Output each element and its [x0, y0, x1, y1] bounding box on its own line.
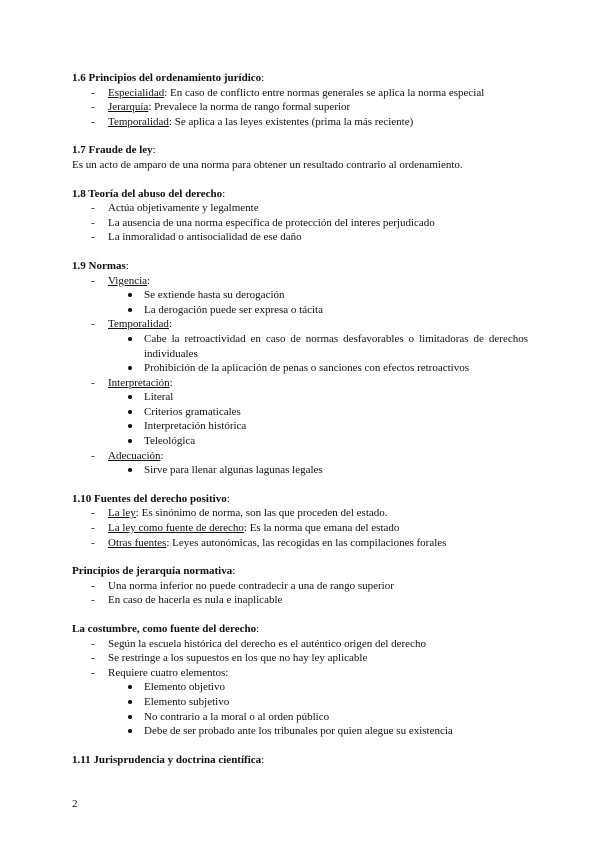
document-page — [72, 71, 528, 781]
section-heading: 1.7 Fraude de ley: — [72, 144, 156, 157]
dash-list — [72, 637, 528, 739]
term: Jerarquía — [108, 101, 149, 114]
bullet-item: Sirve para llenar algunas lagunas legales — [108, 463, 528, 478]
bullet-item: Cabe la retroactividad en caso de normas desfavorables o limitadoras de derechos individuales — [108, 332, 528, 361]
section-fuentes — [72, 492, 528, 550]
section-fraude — [72, 143, 528, 172]
bullet-item: Criterios gramaticales — [108, 405, 528, 420]
list-item: - Actúa objetivamente y legalmente — [91, 202, 259, 215]
list-item: - Temporalidad: Se aplica a las leyes existentes (prima la más reciente) — [91, 115, 414, 128]
bullet-item: Debe de ser probado ante los tribunales por quien alegue su existencia — [108, 724, 528, 739]
bullet-item: Elemento objetivo — [108, 680, 528, 695]
dash-list — [72, 86, 528, 130]
section-heading: 1.11 Jurisprudencia y doctrina científica: — [72, 753, 265, 766]
list-item: - Temporalidad: Cabe la retroactividad en caso de normas desfavorables o limitadoras de derechos individuales Prohibición de la aplicación de penas o sanciones con efectos retroactivos — [91, 318, 528, 375]
list-item: - Una norma inferior no puede contradecir a una de rango superior — [91, 579, 394, 592]
bullet-list — [108, 332, 528, 376]
term: Temporalidad — [108, 115, 169, 128]
section-abuso — [72, 187, 528, 245]
bullet-item: Literal — [108, 390, 528, 405]
dash-list — [72, 579, 528, 608]
bullet-item: Se extiende hasta su derogación — [108, 288, 528, 303]
bullet-list — [108, 288, 528, 317]
bullet-item: No contrario a la moral o al orden público — [108, 710, 528, 725]
dash-list — [72, 506, 528, 550]
section-heading: 1.8 Teoría del abuso del derecho: — [72, 187, 226, 200]
bullet-item: Prohibición de la aplicación de penas o sanciones con efectos retroactivos — [108, 361, 528, 376]
dash-list — [72, 274, 528, 478]
section-jurisprudencia — [72, 753, 528, 768]
section-heading: 1.10 Fuentes del derecho positivo: — [72, 492, 230, 505]
page-number: 2 — [72, 798, 78, 810]
section-heading: La costumbre, como fuente del derecho: — [72, 623, 260, 635]
section-normas — [72, 259, 528, 478]
list-item: - La ley como fuente de derecho: Es la norma que emana del estado — [91, 522, 400, 535]
list-item: - La ley: Es sinónimo de norma, son las que proceden del estado. — [91, 507, 388, 520]
list-item: - Requiere cuatro elementos: Elemento objetivo Elemento subjetivo No contrario a la moral o al orden público Debe de ser probado ante los tribunales por quien alegue su existencia — [72, 666, 528, 739]
bullet-list — [108, 463, 528, 478]
bullet-item: Elemento subjetivo — [108, 695, 528, 710]
section-heading: 1.9 Normas: — [72, 259, 129, 272]
bullet-item: Teleológica — [108, 434, 528, 449]
bullet-item: Interpretación histórica — [108, 419, 528, 434]
list-item: - Otras fuentes: Leyes autonómicas, las recogidas en las compilaciones forales — [91, 536, 447, 549]
list-item: - La inmoralidad o antisocialidad de ese daño — [91, 231, 302, 244]
section-jerarquia — [72, 564, 528, 608]
paragraph: Es un acto de amparo de una norma para obtener un resultado contrario al ordenamiento. — [72, 158, 463, 171]
section-heading: 1.6 Principios del ordenamiento jurídico: — [72, 72, 265, 84]
list-item: - Adecuación: Sirve para llenar algunas lagunas legales — [72, 449, 528, 478]
section-heading: Principios de jerarquía normativa: — [72, 565, 236, 578]
list-item: - Especialidad: En caso de conflicto entre normas generales se aplica la norma especial — [91, 86, 485, 99]
item-text: : En caso de conflicto entre normas generales se aplica la norma especial — [164, 86, 485, 99]
bullet-list — [108, 680, 528, 738]
section-principios — [72, 71, 528, 129]
item-text: : Prevalece la norma de rango formal superior — [148, 101, 351, 114]
list-item: - La ausencia de una norma específica de protección del interes perjudicado — [91, 216, 435, 229]
term: Especialidad — [108, 86, 165, 99]
item-text: : Se aplica a las leyes existentes (prima la más reciente) — [168, 115, 414, 128]
bullet-item: La derogación puede ser expresa o tácita — [108, 303, 528, 318]
list-item: - Según la escuela histórica del derecho es el auténtico origen del derecho — [91, 637, 426, 650]
list-item: - Se restringe a los supuestos en los que no hay ley aplicable — [91, 652, 368, 665]
list-item: - Vigencia: Se extiende hasta su derogación La derogación puede ser expresa o tácita — [72, 274, 528, 318]
dash-list — [72, 201, 528, 245]
list-item: - Jerarquía: Prevalece la norma de rango formal superior — [91, 101, 351, 114]
section-costumbre — [72, 622, 528, 739]
list-item: - Interpretación: Literal Criterios gramaticales Interpretación histórica Teleológica — [72, 376, 528, 449]
bullet-list — [108, 390, 528, 448]
list-item: - En caso de hacerla es nula e inaplicable — [91, 594, 283, 607]
